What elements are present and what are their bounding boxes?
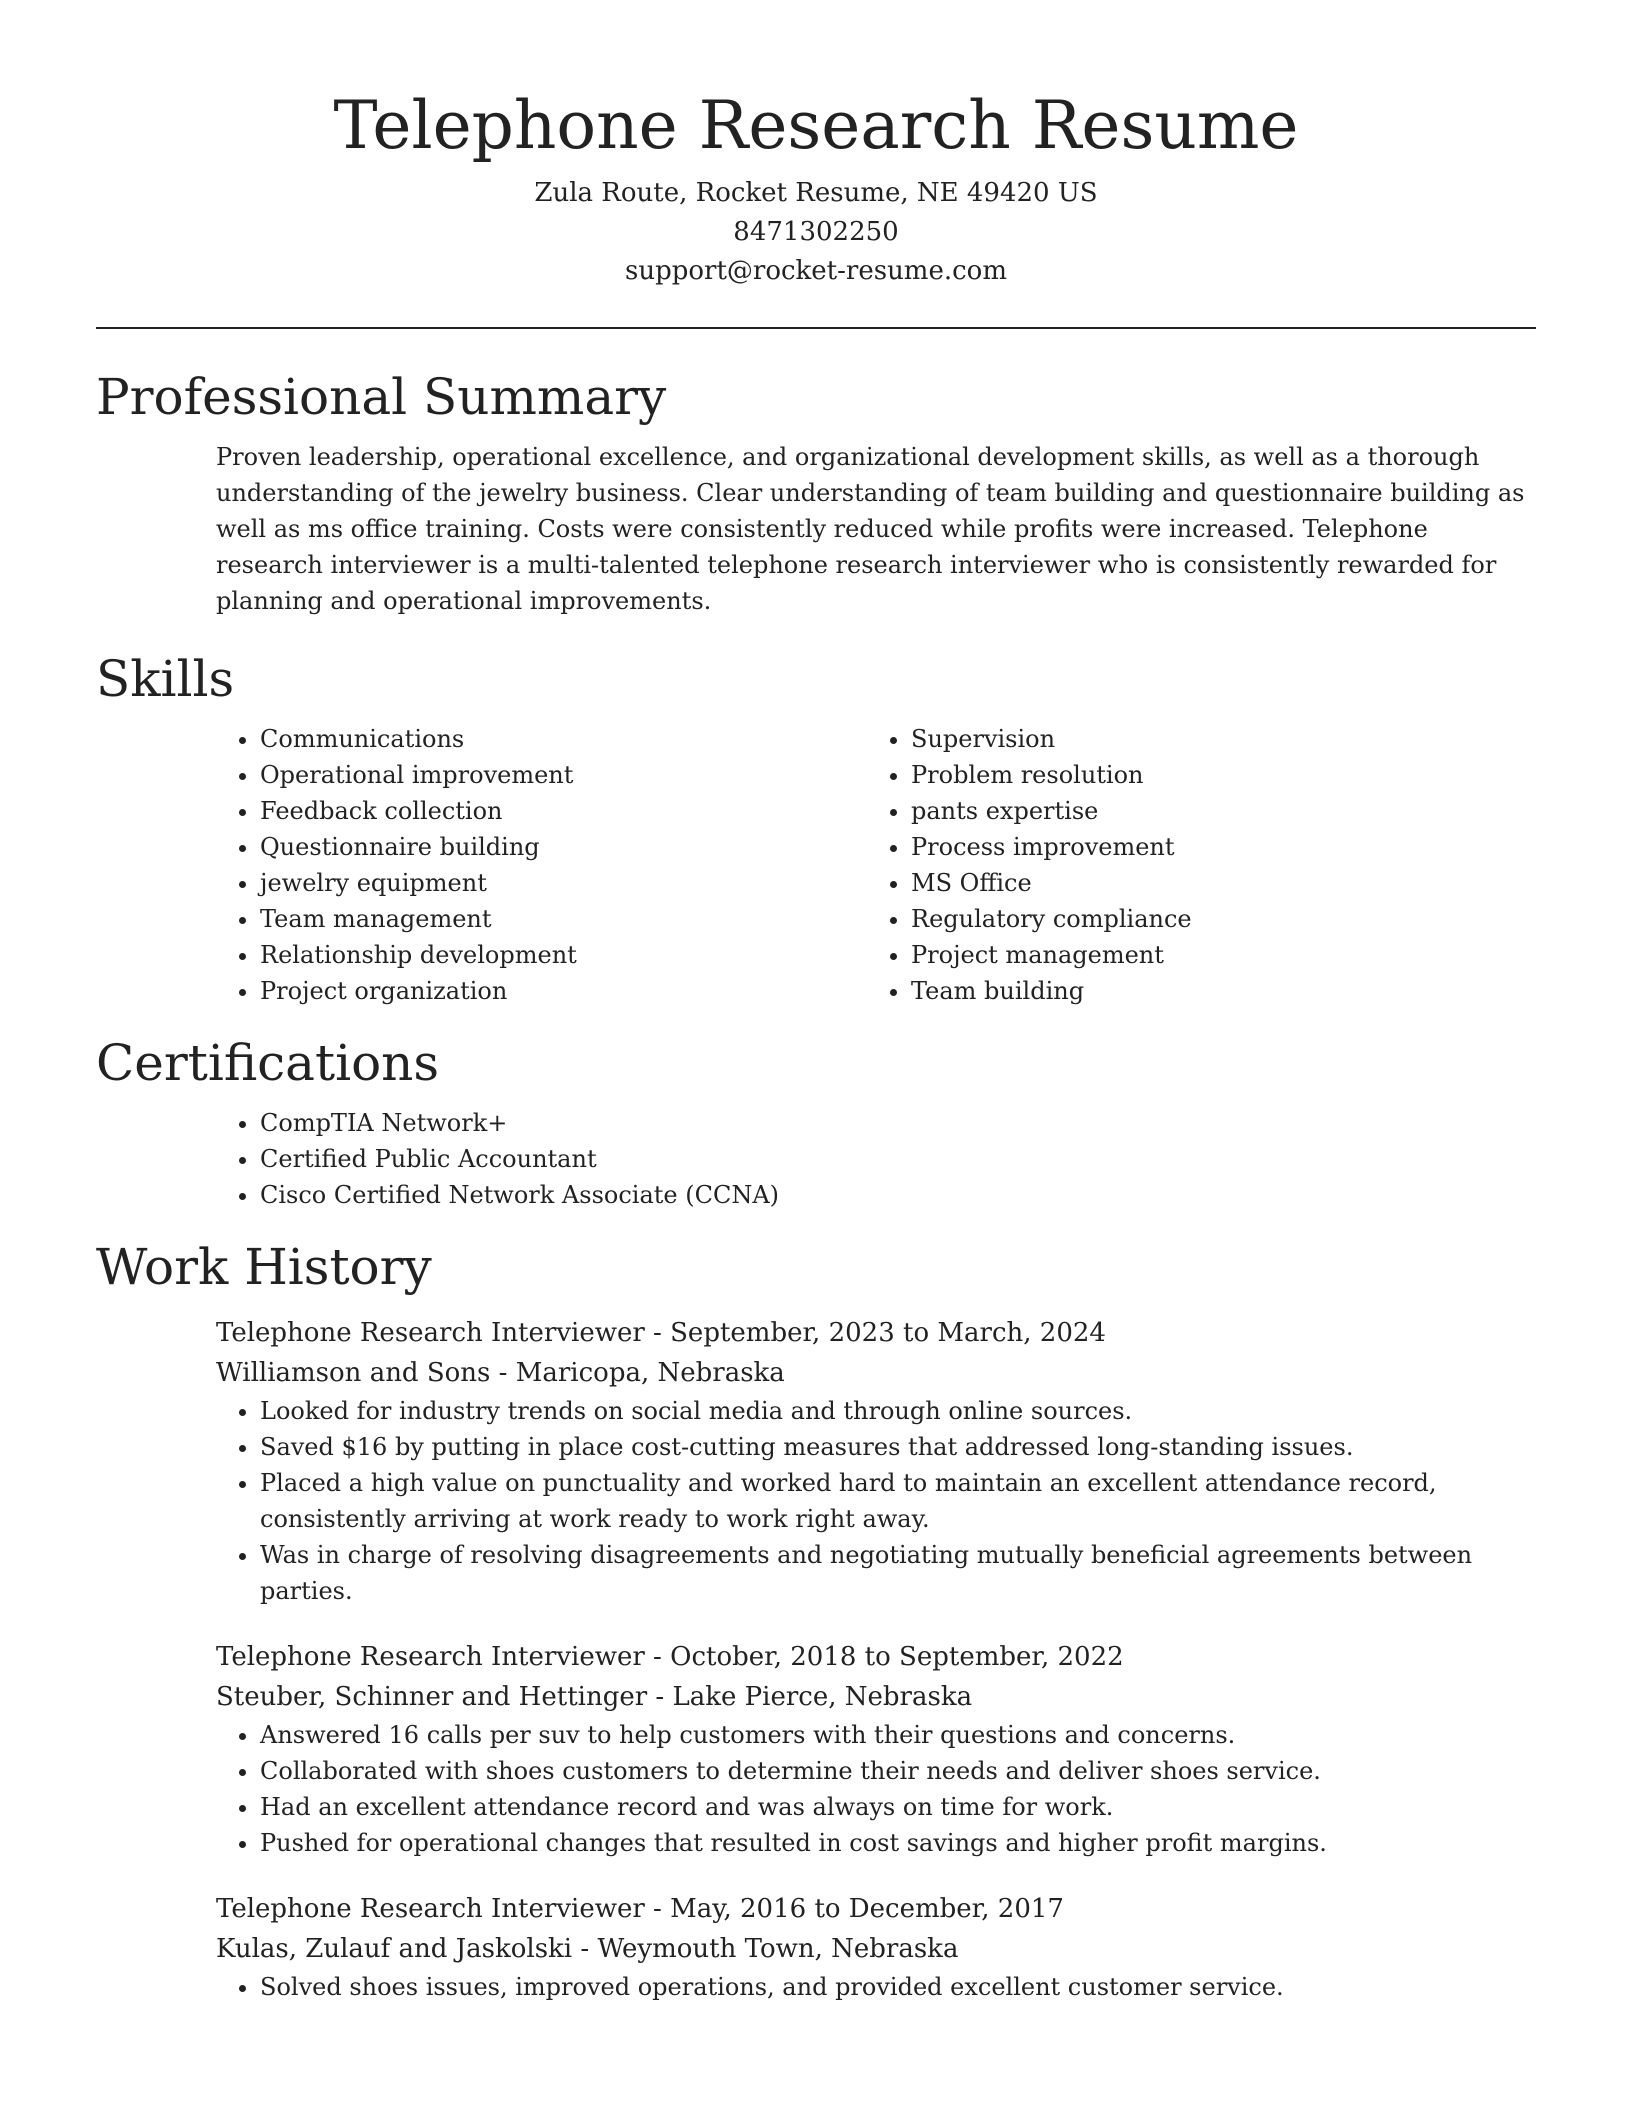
job-separator: - <box>644 1894 671 1924</box>
job-duty-item: • Answered 16 calls per suv to help customers with their questions and concerns. <box>260 1717 1536 1753</box>
skills-column-right <box>867 721 1518 1009</box>
summary-heading: Professional Summary <box>96 368 667 426</box>
job-company-line <box>216 1353 1536 1393</box>
skill-item: • Supervision <box>911 721 1518 757</box>
certifications-list <box>216 1105 1536 1213</box>
job-duties-list <box>216 1393 1536 1609</box>
contact-address: Zula Route, Rocket Resume, NE 49420 US <box>534 178 1098 208</box>
job-duty-item: • Looked for industry trends on social media and through online sources. <box>260 1393 1536 1429</box>
header-divider <box>96 327 1536 329</box>
job-location: Weymouth Town, Nebraska <box>597 1934 959 1964</box>
job-duty-item: • Saved $16 by putting in place cost-cutting measures that addressed long-standing issues. <box>260 1429 1536 1465</box>
job-entry <box>216 1313 1536 1609</box>
job-separator: - <box>644 1642 671 1672</box>
job-position: Telephone Research Interviewer <box>216 1894 645 1924</box>
job-duty-item: • Solved shoes issues, improved operations, and provided excellent customer service. <box>260 1969 1536 2005</box>
job-duties-list <box>216 1717 1536 1861</box>
job-separator: - <box>644 1318 671 1348</box>
job-duty-item: • Had an excellent attendance record and was always on time for work. <box>260 1789 1536 1825</box>
contact-phone: 8471302250 <box>733 217 899 247</box>
skills-list-right <box>867 721 1518 1009</box>
certifications-section <box>216 1105 1536 1213</box>
job-company-line <box>216 1677 1536 1717</box>
job-separator: - <box>647 1682 673 1712</box>
job-title-line <box>216 1313 1536 1353</box>
job-duty-item: • Collaborated with shoes customers to determine their needs and deliver shoes service. <box>260 1753 1536 1789</box>
job-duty-item: • Placed a high value on punctuality and worked hard to maintain an excellent attendance record, consistently arriving at work ready to work right away. <box>260 1465 1536 1537</box>
job-duties-list <box>216 1969 1536 2005</box>
skill-item: • Communications <box>260 721 867 757</box>
skills-column-left <box>216 721 867 1009</box>
job-title-line <box>216 1637 1536 1677</box>
certifications-heading: Certifications <box>96 1034 440 1092</box>
skill-item: • Process improvement <box>911 829 1518 865</box>
job-duty-item: • Pushed for operational changes that resulted in cost savings and higher profit margins. <box>260 1825 1536 1861</box>
job-location: Lake Pierce, Nebraska <box>672 1682 973 1712</box>
job-title-line <box>216 1889 1536 1929</box>
contact-block <box>96 174 1536 291</box>
skills-list-left <box>216 721 867 1009</box>
resume-title: Telephone Research Resume <box>333 87 1299 164</box>
skills-section <box>216 721 1536 1009</box>
certification-item: • Certified Public Accountant <box>260 1141 1536 1177</box>
job-company: Kulas, Zulauf and Jaskolski <box>216 1934 573 1964</box>
job-separator: - <box>490 1358 516 1388</box>
certification-item: • CompTIA Network+ <box>260 1105 1536 1141</box>
job-company: Williamson and Sons <box>216 1358 491 1388</box>
skills-heading: Skills <box>96 650 235 708</box>
job-dates: October, 2018 to September, 2022 <box>670 1642 1124 1672</box>
job-location: Maricopa, Nebraska <box>515 1358 785 1388</box>
skill-item: • Feedback collection <box>260 793 867 829</box>
job-entry <box>216 1637 1536 1861</box>
resume-header <box>96 0 1536 291</box>
job-separator: - <box>572 1934 598 1964</box>
job-position: Telephone Research Interviewer <box>216 1318 645 1348</box>
skill-item: • Regulatory compliance <box>911 901 1518 937</box>
job-position: Telephone Research Interviewer <box>216 1642 645 1672</box>
summary-text: Proven leadership, operational excellence, and organizational development skills, as well as a thorough understanding of the jewelry business. Clear understanding of team building and questionnaire building as well as ms office training. Costs were consistently reduced while profits were increased. Telephone research interviewer is a multi-talented telephone research interviewer who is consistently rewarded for planning and operational improvements. <box>216 443 1525 615</box>
job-duty-item: • Was in charge of resolving disagreements and negotiating mutually beneficial agreements between parties. <box>260 1537 1536 1609</box>
job-dates: May, 2016 to December, 2017 <box>670 1894 1064 1924</box>
skill-item: • Team building <box>911 973 1518 1009</box>
skill-item: • Team management <box>260 901 867 937</box>
job-company: Steuber, Schinner and Hettinger <box>216 1682 648 1712</box>
summary-section <box>216 439 1536 619</box>
skill-item: • Questionnaire building <box>260 829 867 865</box>
skill-item: • Operational improvement <box>260 757 867 793</box>
certification-item: • Cisco Certified Network Associate (CCNA) <box>260 1177 1536 1213</box>
job-company-line <box>216 1929 1536 1969</box>
skill-item: • Problem resolution <box>911 757 1518 793</box>
skill-item: • Project organization <box>260 973 867 1009</box>
skill-item: • Relationship development <box>260 937 867 973</box>
work-history-section <box>216 1313 1536 2005</box>
job-dates: September, 2023 to March, 2024 <box>670 1318 1106 1348</box>
skill-item: • jewelry equipment <box>260 865 867 901</box>
skill-item: • Project management <box>911 937 1518 973</box>
work-history-heading: Work History <box>96 1238 432 1296</box>
skill-item: • MS Office <box>911 865 1518 901</box>
job-entry <box>216 1889 1536 2005</box>
skill-item: • pants expertise <box>911 793 1518 829</box>
contact-email: support@rocket-resume.com <box>624 256 1007 286</box>
